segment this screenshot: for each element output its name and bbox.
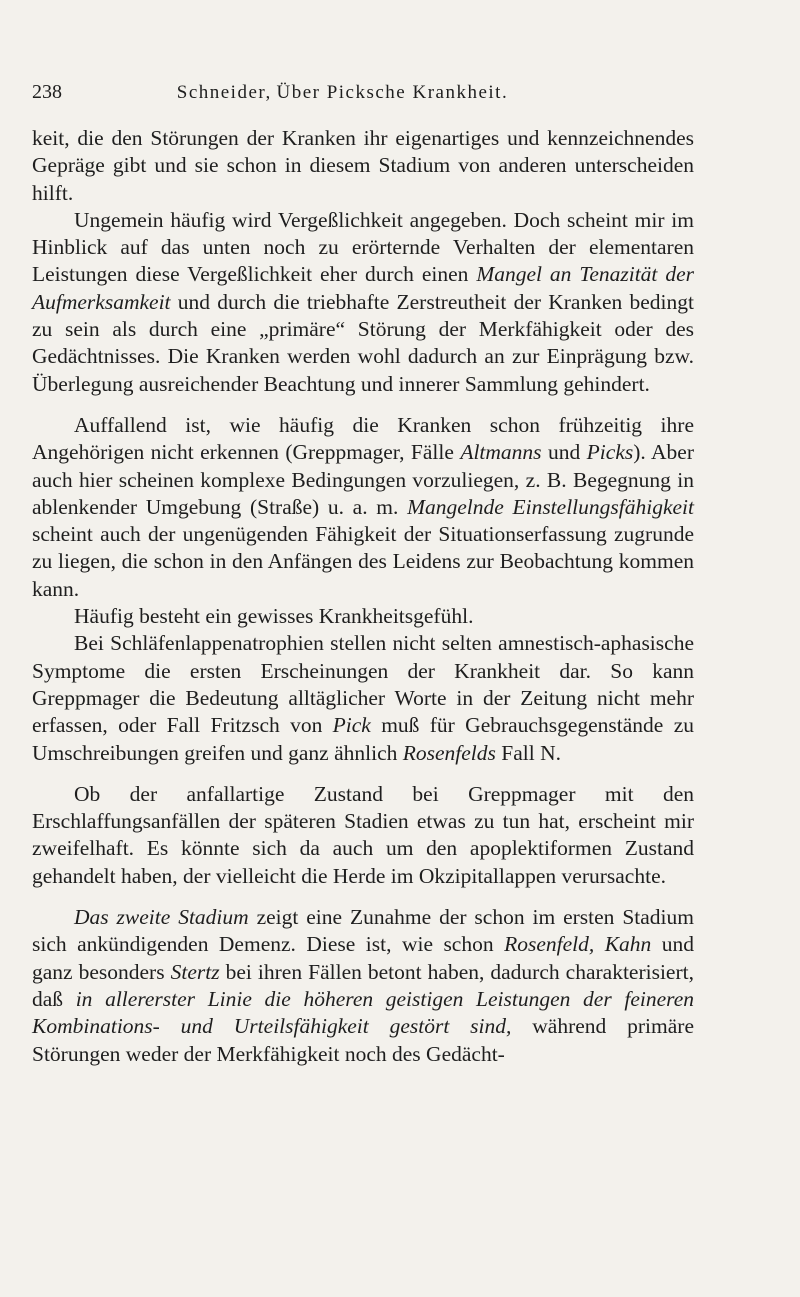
paragraph bbox=[32, 207, 694, 398]
text-segment: und durch die triebhafte Zerstreutheit der Kranken bedingt zu sein als durch eine „primäre“ Störung der Merkfähigkeit oder des Gedächtnisses. Die Kranken werden wohl dadurch an zur Einprägung bzw. Überlegung ausreichender Beachtung und innerer Sammlung gehindert. bbox=[32, 289, 694, 396]
page-number: 238 bbox=[32, 81, 62, 103]
italic-text: Stertz bbox=[170, 959, 220, 984]
text-segment: und bbox=[541, 440, 587, 465]
text-segment: muß für Gebrauchsgegenstände zu Umschreibungen greifen und ganz ähnlich bbox=[32, 713, 694, 765]
text-segment: Ungemein häufig wird Vergeßlichkeit angegeben. Doch scheint mir im Hinblick auf das unten noch zu erörternde Verhalten der elementaren Leistungen diese Vergeßlichkeit eher durch einen bbox=[32, 207, 694, 287]
text-segment: Bei Schläfenlappenatrophien stellen nicht selten amnestisch-aphasische Symptome die ersten Erscheinungen der Krankheit dar. So kann Greppmager die Bedeutung alltäglicher Worte in der Zeitung nicht mehr erfassen, oder Fall Fritzsch von bbox=[32, 631, 694, 738]
text-segment: und ganz besonders bbox=[32, 932, 695, 984]
italic-text: in allererster Linie die höheren geistigen Leistungen der feineren Kombinations- und Urteilsfähigkeit gestört sind, bbox=[32, 986, 695, 1039]
italic-text: Mangel an Tenazität der Aufmerksamkeit bbox=[32, 262, 694, 314]
paragraph bbox=[32, 630, 694, 766]
text-segment: ). Aber auch hier scheinen komplexe Bedingungen vorzuliegen, z. B. Begegnung in ablenkender Umgebung (Straße) u. a. m. bbox=[32, 440, 694, 519]
text-segment: während primäre Störungen weder der Merkfähigkeit noch des Gedächt- bbox=[32, 1014, 694, 1066]
paragraph bbox=[32, 781, 694, 890]
italic-text: Das zweite Stadium bbox=[74, 905, 249, 930]
italic-text: Picks bbox=[586, 440, 634, 465]
text-segment: Ob der anfallartige Zustand bei Greppmager mit den Erschlaffungsanfällen der späteren Stadien etwas zu tun hat, erscheint mir zweifelhaft. Es könnte sich da auch um den apoplektiformen Zustand gehandelt haben, der vielleicht die Herde im Okzipitallappen verursachte. bbox=[32, 781, 694, 888]
italic-text: Rosenfeld, Kahn bbox=[504, 932, 652, 957]
paragraph bbox=[32, 125, 694, 207]
running-header bbox=[32, 80, 632, 105]
text-segment: scheint auch der ungenügenden Fähigkeit der Situationserfassung zugrunde zu liegen, die schon in den Anfängen des Leidens zur Beobachtung kommen kann. bbox=[32, 522, 694, 601]
text-segment: Auffallend ist, wie häufig die Kranken schon frühzeitig ihre Angehörigen nicht erkennen (Greppmager, Fälle bbox=[32, 412, 694, 465]
paragraph bbox=[32, 603, 694, 630]
text-segment: Fall N. bbox=[495, 740, 562, 765]
italic-text: Altmanns bbox=[460, 440, 542, 465]
italic-text: Pick bbox=[332, 713, 371, 738]
text-segment: keit, die den Störungen der Kranken ihr eigenartiges und kennzeichnendes Gepräge gibt und sie schon in diesem Stadium von anderen unterscheiden hilft. bbox=[32, 126, 694, 205]
running-head-title: Über Picksche Krankheit. bbox=[276, 82, 509, 103]
text-segment: bei ihren Fällen betont haben, dadurch charakterisiert, daß bbox=[32, 959, 694, 1011]
running-head-author: Schneider, bbox=[176, 82, 272, 103]
paragraph bbox=[32, 412, 694, 603]
italic-text: Rosenfelds bbox=[402, 740, 496, 765]
italic-text: Mangelnde Einstellungsfähigkeit bbox=[407, 494, 694, 519]
text-segment: Häufig besteht ein gewisses Krankheitsgefühl. bbox=[74, 604, 474, 629]
body-text bbox=[32, 125, 694, 1068]
paragraph bbox=[32, 904, 694, 1068]
text-segment: zeigt eine Zunahme der schon im ersten Stadium sich ankündigenden Demenz. Diese ist, wie schon bbox=[32, 905, 694, 957]
